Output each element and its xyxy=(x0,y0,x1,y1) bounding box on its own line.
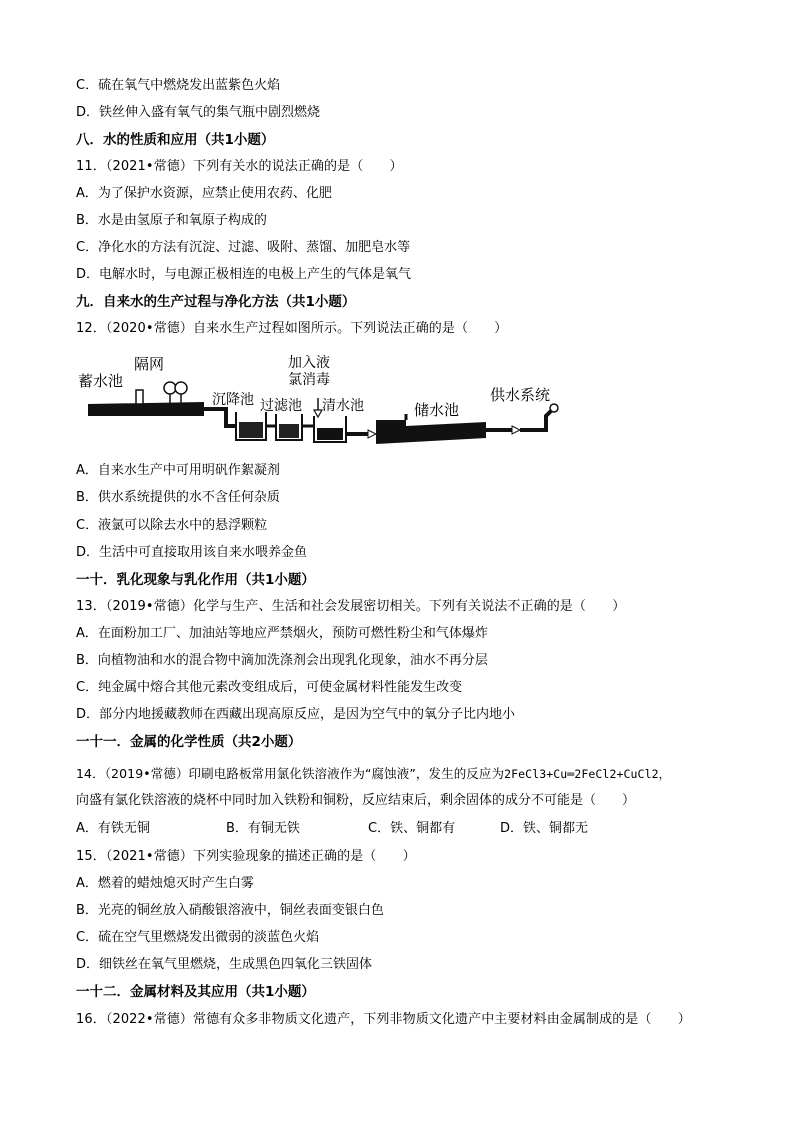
water-treatment-diagram xyxy=(76,352,566,452)
question-12-option-c: C．液氯可以除去水中的悬浮颗粒 xyxy=(76,518,268,533)
question-15-stem: 15．（2021•常德）下列实验现象的描述正确的是（ ） xyxy=(76,849,416,864)
question-14-options xyxy=(76,820,716,838)
question-13-stem: 13．（2019•常德）化学与生产、生活和社会发展密切相关。下列有关说法不正确的是（ ） xyxy=(76,599,626,614)
question-14-option-d: D．铁、铜都无 xyxy=(500,821,589,836)
question-13-option-d: D．部分内地援藏教师在西藏出现高原反应，是因为空气中的氧分子比内地小 xyxy=(76,707,516,722)
question-11-option-a: A．为了保护水资源，应禁止使用农药、化肥 xyxy=(76,186,332,201)
label-settling: 沉降池 xyxy=(212,392,254,408)
question-11-option-c: C．净化水的方法有沉淀、过滤、吸附、蒸馏、加肥皂水等 xyxy=(76,240,411,255)
section-heading-10: 一十．乳化现象与乳化作用（共1小题） xyxy=(76,572,315,588)
question-15-option-c: C．硫在空气里燃烧发出微弱的淡蓝色火焰 xyxy=(76,930,320,945)
question-12-option-b: B．供水系统提供的水不含任何杂质 xyxy=(76,490,280,505)
supply-pipe xyxy=(520,408,554,430)
supply-faucet-icon xyxy=(550,404,558,412)
mesh-post xyxy=(136,390,143,404)
label-storage: 储水池 xyxy=(414,401,460,419)
question-15-option-d: D．细铁丝在氧气里燃烧，生成黑色四氧化三铁固体 xyxy=(76,957,373,972)
question-11-stem: 11．（2021•常德）下列有关水的说法正确的是（ ） xyxy=(76,159,403,174)
question-13-option-a: A．在面粉加工厂、加油站等地应严禁烟火，预防可燃性粉尘和气体爆炸 xyxy=(76,626,488,641)
question-11-option-b: B．水是由氢原子和氧原子构成的 xyxy=(76,213,267,228)
mesh-ball-1 xyxy=(164,382,176,394)
section-heading-12: 一十二．金属材料及其应用（共1小题） xyxy=(76,984,315,1000)
label-chlorine: 氯消毒 xyxy=(288,372,330,388)
question-14-equation: 2FeCl3+Cu═2FeCl2+CuCl2， xyxy=(504,767,671,781)
pipe-1 xyxy=(204,409,236,426)
clear-water xyxy=(317,428,343,440)
question-12-option-a: A．自来水生产中可用明矾作絮凝剂 xyxy=(76,463,280,478)
section-heading-11: 一十一．金属的化学性质（共2小题） xyxy=(76,734,302,750)
reservoir-tank xyxy=(88,402,204,416)
label-supply: 供水系统 xyxy=(490,386,551,404)
question-11-option-d: D．电解水时，与电源正极相连的电极上产生的气体是氧气 xyxy=(76,267,412,282)
question-14-stem-line-1 xyxy=(76,765,670,783)
question-14-stem-prefix: 14．（2019•常德）印刷电路板常用氯化铁溶液作为“腐蚀液”，发生的反应为 xyxy=(76,766,505,781)
question-14-option-b: B．有铜无铁 xyxy=(226,821,300,836)
filter-layer xyxy=(279,424,299,438)
label-clear: 清水池 xyxy=(322,398,364,414)
label-add-liquid: 加入液 xyxy=(288,355,330,371)
question-13-option-c: C．纯金属中熔合其他元素改变组成后，可使金属材料性能发生改变 xyxy=(76,680,463,695)
option-c-q10: C．硫在氧气中燃烧发出蓝紫色火焰 xyxy=(76,78,281,93)
chlorine-arrow-icon xyxy=(314,410,322,417)
question-12-stem: 12．（2020•常德）自来水生产过程如图所示。下列说法正确的是（ ） xyxy=(76,321,508,336)
question-15-option-a: A．燃着的蜡烛熄灭时产生白雾 xyxy=(76,876,254,891)
question-16-stem: 16．（2022•常德）常德有众多非物质文化遗产，下列非物质文化遗产中主要材料由金属制成的是（ ） xyxy=(76,1012,691,1027)
question-14-stem-line-2: 向盛有氯化铁溶液的烧杯中同时加入铁粉和铜粉，反应结束后，剩余固体的成分不可能是（ ） xyxy=(76,793,636,808)
label-reservoir: 蓄水池 xyxy=(78,372,124,390)
settling-sediment xyxy=(239,422,263,438)
section-heading-8: 八．水的性质和应用（共1小题） xyxy=(76,132,275,148)
section-heading-9: 九．自来水的生产过程与净化方法（共1小题） xyxy=(76,294,356,310)
label-mesh: 隔网 xyxy=(134,355,165,373)
question-15-option-b: B．光亮的铜丝放入硝酸银溶液中，铜丝表面变银白色 xyxy=(76,903,384,918)
question-13-option-b: B．向植物油和水的混合物中滴加洗涤剂会出现乳化现象，油水不再分层 xyxy=(76,653,488,668)
storage-tank xyxy=(376,420,486,444)
mesh-ball-2 xyxy=(175,382,187,394)
question-14-option-a: A．有铁无铜 xyxy=(76,821,150,836)
question-12-option-d: D．生活中可直接取用该自来水喂养金鱼 xyxy=(76,545,308,560)
question-14-option-c: C．铁、铜都有 xyxy=(368,821,456,836)
label-filter: 过滤池 xyxy=(260,398,302,414)
option-d-q10: D．铁丝伸入盛有氧气的集气瓶中剧烈燃烧 xyxy=(76,105,321,120)
